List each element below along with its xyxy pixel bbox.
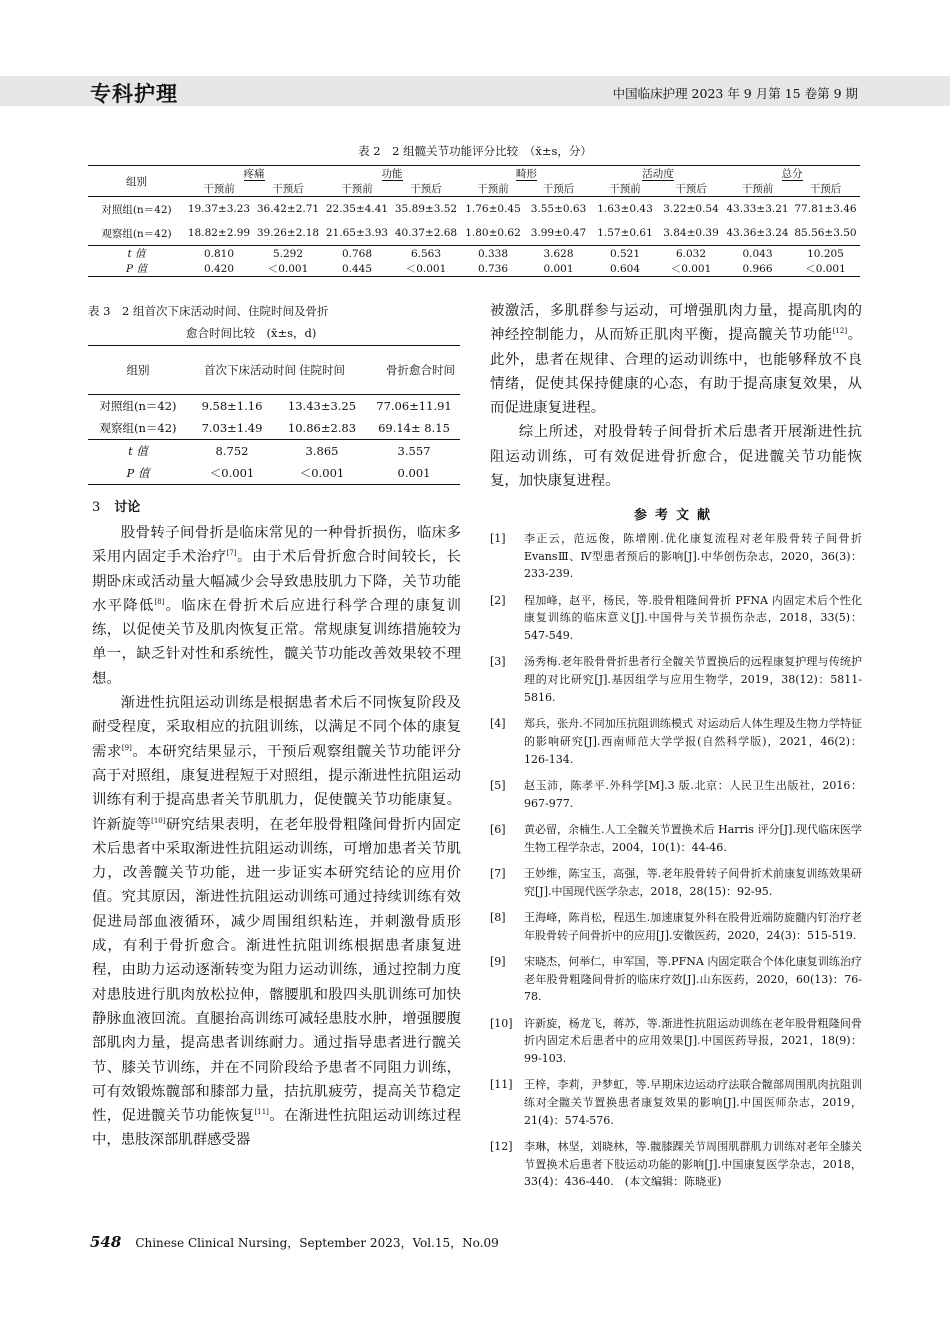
cell: 19.37±3.23: [187, 203, 251, 215]
cell: 3.84±0.39: [658, 221, 724, 246]
table3-header: 首次下床活动时间: [188, 346, 276, 395]
table2-subheader: 干预前: [323, 181, 391, 197]
section-title: 专科护理: [90, 82, 178, 106]
table2-title: 表 2 2 组髋关节功能评分比较 （x̄±s，分）: [358, 144, 592, 158]
table2-domain: 疼痛: [243, 168, 265, 180]
table3-title-line2: 愈合时间比较 (x̄±s，d): [186, 326, 317, 340]
cell: 0.521: [609, 247, 641, 260]
cell: 13.43±3.25: [287, 399, 357, 413]
citation: [11]: [254, 1108, 269, 1117]
cell: 43.33±3.21: [726, 203, 789, 215]
table3-header: 骨折愈合时间: [368, 346, 460, 395]
cell: ＜0.001: [253, 261, 323, 277]
reference-item: [6] 黄必留，余楠生.人工全髋关节置换术后 Harris 评分[J].现代临床医学生物工程学杂志，2004，10(1)：44-46.: [490, 822, 862, 854]
paragraph: 渐进性抗阻运动训练是根据患者术后不同恢复阶段及耐受程度，采取相应的抗阻训练，以满足不同个体的康复需求[9]。本研究结果显示，干预后观察组髋关节功能评分高于对照组，康复进程短于对照组，提示渐进性抗阻运动训练有利于提高患者关节肌肌力，促使髋关节功能康复。许新旋等[10]研究结果表明，在老年股骨粗隆间骨折内固定术后患者中采取渐进性抗阻运动训练，可增加患者关节肌力，改善髋关节功能，进一步证实本研究结论的应用价值。究其原因，渐进性抗阻运动训练可通过持续训练有效促进局部血液循环，减少周围组织粘连，并刺激骨质形成，有利于骨折愈合。渐进性抗阻训练根据患者康复进程，由助力运动逐渐转变为阻力运动训练，通过控制力度对患肢进行肌肉放松拉伸，髂腰肌和股四头肌训练可加快静脉血液回流。直腿抬高训练可减轻患肢水肿，增强腰腹部肌肉力量，提高患者训练耐力。通过指导患者进行髋关节、膝关节训练，并在不同阶段给予患者不同阻力训练，可有效锻炼髋部和膝部力量，拮抗肌疲劳，提高关节稳定性，促进髋关节功能恢复[11]。在渐进性抗阻运动训练过程中，患肢深部肌群感受器: [92, 695, 461, 1149]
paragraph: 综上所述，对股骨转子间骨折术后患者开展渐进性抗阻运动训练，可有效促进骨折愈合，促进髋关节功能恢复，加快康复进程。: [490, 424, 862, 490]
cell: 3.99±0.47: [525, 221, 592, 246]
cell: 3.55±0.63: [530, 203, 587, 215]
reference-item: [8] 王海峰，陈肖松，程迅生.加速康复外科在股骨近端防旋髓内钉治疗老年股骨转子间骨折中的应用[J].安徽医药，2020，24(3)：515-519.: [490, 910, 862, 942]
cell: 1.63±0.43: [597, 203, 653, 215]
table-row: [88, 197, 860, 222]
table3-header: 组别: [88, 346, 188, 395]
cell: 10.205: [807, 247, 844, 260]
cell: 6.032: [675, 247, 707, 260]
row-label: 观察组(n＝42): [88, 417, 188, 440]
table2-domain: 功能: [381, 168, 403, 180]
footer: [90, 1233, 499, 1251]
cell: 0.001: [368, 462, 460, 485]
row-label: t 值: [128, 444, 148, 458]
citation: [9]: [121, 743, 132, 752]
table-row: [88, 440, 460, 463]
cell: 0.736: [461, 261, 525, 277]
table-row: [88, 462, 460, 485]
cell: 0.420: [185, 261, 253, 277]
table2-domain: 活动度: [642, 168, 674, 180]
reference-item: [11] 王梓，李莉，尹梦虹，等.早期床边运动疗法联合髋部周围肌肉抗阻训练对全髋关节置换患者康复效果的影响[J].中国医师杂志，2019，21(4)：574-576.: [490, 1078, 862, 1127]
row-label: 对照组(n＝42): [101, 203, 172, 216]
row-label: P 值: [88, 261, 185, 277]
cell: 10.86±2.83: [276, 417, 368, 440]
citation: [8]: [154, 597, 165, 606]
cell: 0.966: [724, 261, 791, 277]
cell: 69.14± 8.15: [368, 417, 460, 440]
cell: 0.768: [341, 247, 373, 260]
row-label: t 值: [127, 248, 146, 260]
section-heading-text: 讨论: [114, 500, 141, 515]
table2-subheader: 干预后: [525, 181, 592, 197]
references-list: [490, 530, 862, 1200]
reference-item: [12] 李琳，林坚，刘晓林，等.髋膝踝关节周围肌群肌力训练对老年全膝关节置换术后患者下肢运动功能的影响[J].中国康复医学杂志，2018，33(4)：436-440. (本文编辑：陈晓亚): [490, 1139, 862, 1189]
reference-item: [5] 赵玉沛，陈孝平.外科学[M].3 版.北京：人民卫生出版社，2016：967-977.: [490, 778, 862, 810]
footer-citation: Chinese Clinical Nursing，September 2023，Vol.15，No.09: [135, 1236, 499, 1250]
paragraph: 股骨转子间骨折是临床常见的一种骨折损伤，临床多采用内固定手术治疗[7]。由于术后骨折愈合时间较长，长期卧床或活动量大幅减少会导致患肢肌力下降，关节功能水平降低[8]。临床在骨折术后应进行科学合理的康复训练，以促使关节及肌肉恢复正常。常规康复训练措施较为单一，缺乏针对性和系统性，髋关节功能改善效果较不理想。: [92, 525, 461, 687]
cell: 3.865: [305, 444, 339, 458]
cell: 0.810: [203, 247, 235, 260]
table2-group-header: 组别: [88, 166, 185, 197]
table2-subheader: 干预前: [724, 181, 791, 197]
table2-subheader: 干预后: [253, 181, 323, 197]
table-row: [88, 261, 860, 277]
cell: 18.82±2.99: [185, 221, 253, 246]
cell: 85.56±3.50: [791, 221, 860, 246]
table2: [88, 165, 860, 277]
cell: 8.752: [215, 444, 249, 458]
cell: 40.37±2.68: [391, 221, 461, 246]
cell: 0.001: [525, 261, 592, 277]
row-label: 对照组(n＝42): [99, 399, 177, 413]
row-label: P 值: [88, 462, 188, 485]
cell: 21.65±3.93: [323, 221, 391, 246]
cell: 22.35±4.41: [325, 203, 389, 215]
cell: 0.338: [477, 247, 509, 260]
table2-subheader: 干预后: [658, 181, 724, 197]
reference-item: [1] 李正云，范远俊，陈增刚.优化康复流程对老年股骨转子间骨折 EvansⅢ、Ⅳ型患者预后的影响[J].中华创伤杂志，2020，36(3)：233-239.: [490, 532, 862, 581]
cell: 35.89±3.52: [394, 203, 458, 215]
citation: [7]: [226, 549, 237, 558]
cell: ＜0.001: [188, 462, 276, 485]
cell: 1.80±0.62: [461, 221, 525, 246]
journal-info: 中国临床护理 2023 年 9 月第 15 卷第 9 期: [612, 86, 858, 101]
table2-subheader: 干预前: [592, 181, 658, 197]
table-row: [88, 417, 460, 440]
table-row: [88, 395, 460, 418]
cell: 0.043: [742, 247, 773, 260]
table2-domain: 总分: [781, 168, 803, 180]
cell: 77.81±3.46: [794, 203, 857, 215]
references-title: 参考文献: [633, 508, 718, 523]
reference-item: [10] 许新旋，杨龙飞，蒋苏，等.渐进性抗阻运动训练在老年股骨粗隆间骨折内固定术后患者中的应用效果[J].中国医药导报，2021，18(9)：99-103.: [490, 1016, 862, 1065]
right-column-text: [490, 299, 862, 493]
reference-item: [3] 汤秀梅.老年股骨骨折患者行全髋关节置换后的远程康复护理与传统护理的对比研究[J].基因组学与应用生物学，2019，38(12)：5811-5816.: [490, 655, 862, 704]
table3-title: [88, 300, 448, 344]
table3-title-line1: 表 3 2 组首次下床活动时间、住院时间及骨折: [88, 304, 329, 318]
table3-header: 住院时间: [276, 346, 368, 395]
cell: 39.26±2.18: [253, 221, 323, 246]
table2-domain: 畸形: [516, 168, 537, 180]
cell: ＜0.001: [658, 261, 724, 277]
reference-item: [2] 程加峰，赵平，杨民，等.股骨粗隆间骨折 PFNA 内固定术后个性化康复训练的临床意义[J].中国骨与关节损伤杂志，2018，33(5)：547-549.: [490, 593, 862, 643]
cell: 6.563: [410, 247, 442, 260]
table2-subheader: 干预前: [185, 181, 253, 197]
cell: ＜0.001: [276, 462, 368, 485]
page-number: 548: [90, 1233, 122, 1251]
cell: ＜0.001: [791, 261, 860, 277]
cell: 1.57±0.61: [592, 221, 658, 246]
cell: ＜0.001: [391, 261, 461, 277]
citation: [12]: [832, 327, 848, 336]
citation: [10]: [151, 816, 166, 825]
cell: 3.628: [543, 247, 574, 260]
table3: [88, 345, 460, 485]
table2-subheader: 干预后: [791, 181, 860, 197]
section-heading: [92, 496, 140, 515]
cell: 0.445: [323, 261, 391, 277]
cell: 3.557: [397, 444, 431, 458]
table-row: [88, 246, 860, 262]
row-label: 观察组(n＝42): [88, 221, 185, 246]
section-number: 3: [92, 500, 101, 515]
reference-item: [7] 王妙维，陈宝玉，高强，等.老年股骨转子间骨折术前康复训练效果研究[J].中国现代医学杂志，2018，28(15)：92-95.: [490, 866, 862, 898]
left-column-text: [92, 521, 461, 1153]
cell: 3.22±0.54: [663, 203, 719, 215]
cell: 1.76±0.45: [465, 203, 521, 215]
table-row: [88, 221, 860, 246]
paragraph: 被激活，多肌群参与运动，可增强肌肉力量，提高肌肉的神经控制能力，从而矫正肌肉平衡，提高髋关节功能[12]。此外，患者在规律、合理的运动训练中，也能够释放不良情绪，促使其保持健康的心态，有助于提高康复效果，从而促进康复进程。: [490, 303, 862, 417]
reference-item: [4] 郑兵，张舟.不同加压抗阻训练模式 对运动后人体生理及生物力学特征的影响研究[J].西南师范大学学报(自然科学版)，2021，46(2)：126-134.: [490, 717, 862, 766]
table2-subheader: 干预前: [461, 181, 525, 197]
cell: 43.36±3.24: [724, 221, 791, 246]
cell: 77.06±11.91: [376, 399, 452, 413]
reference-item: [9] 宋晓杰，何举仁，申军国，等.PFNA 内固定联合个体化康复训练治疗老年股骨粗隆间骨折的临床疗效[J].山东医药，2020，60(13)：76-78.: [490, 954, 862, 1004]
cell: 5.292: [272, 247, 304, 260]
cell: 0.604: [592, 261, 658, 277]
cell: 7.03±1.49: [188, 417, 276, 440]
table2-subheader: 干预后: [391, 181, 461, 197]
cell: 9.58±1.16: [201, 399, 263, 413]
cell: 36.42±2.71: [256, 203, 320, 215]
